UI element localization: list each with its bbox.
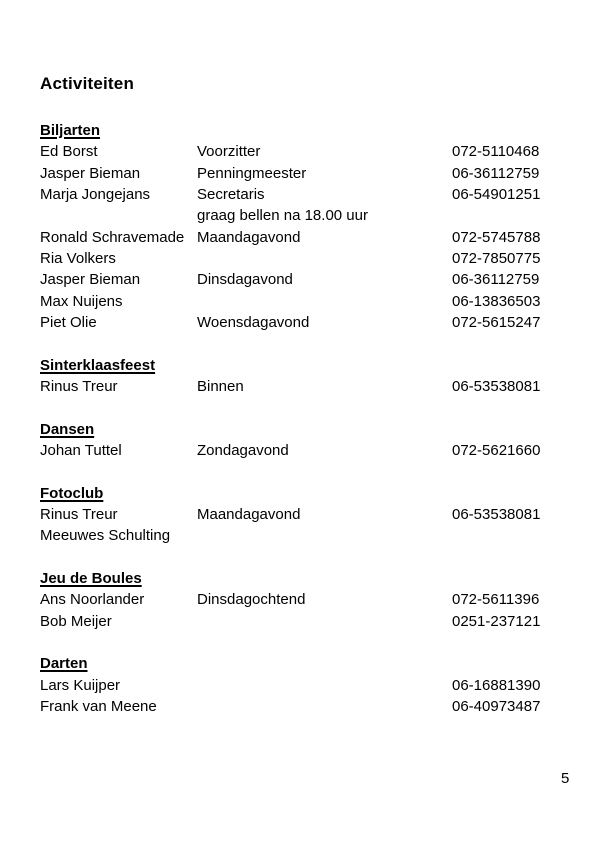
row-role: Dinsdagochtend xyxy=(197,591,306,609)
row-role: Maandagavond xyxy=(197,228,301,246)
row-phone: 06-53538081 xyxy=(452,377,541,395)
row-phone: 0251-237121 xyxy=(452,612,541,630)
page-title: Activiteiten xyxy=(40,74,135,93)
table-row xyxy=(40,696,571,717)
table-row xyxy=(40,163,571,184)
row-name: Jasper Bieman xyxy=(40,271,141,289)
section-heading: Sinterklaasfeest xyxy=(40,356,156,374)
row-phone: 072-7850775 xyxy=(452,249,541,267)
row-phone: 06-16881390 xyxy=(452,676,541,694)
activity-section xyxy=(40,120,571,333)
table-row xyxy=(40,248,571,269)
section-heading: Fotoclub xyxy=(40,484,104,502)
row-name: Piet Olie xyxy=(40,313,97,331)
table-row xyxy=(40,675,571,696)
table-row xyxy=(40,611,571,632)
row-role: Dinsdagavond xyxy=(197,271,293,289)
row-phone: 072-5611396 xyxy=(452,591,540,609)
row-name: Jasper Bieman xyxy=(40,164,141,182)
row-name: Rinus Treur xyxy=(40,377,118,395)
row-role: graag bellen na 18.00 uur xyxy=(197,207,368,225)
row-role xyxy=(197,291,452,312)
table-row xyxy=(40,504,571,525)
row-name: Bob Meijer xyxy=(40,612,112,630)
table-row xyxy=(40,205,571,226)
activity-section xyxy=(40,568,571,632)
row-name: Johan Tuttel xyxy=(40,441,122,459)
row-phone xyxy=(452,205,571,226)
table-row xyxy=(40,184,571,205)
row-name: Rinus Treur xyxy=(40,505,118,523)
section-rows xyxy=(40,141,571,333)
section-rows xyxy=(40,589,571,632)
section-heading: Darten xyxy=(40,655,88,673)
activity-section xyxy=(40,483,571,547)
row-role xyxy=(197,696,452,717)
row-name: Frank van Meene xyxy=(40,697,157,715)
row-phone: 06-54901251 xyxy=(452,185,541,203)
row-name: Ronald Schravemade xyxy=(40,228,185,246)
table-row xyxy=(40,440,571,461)
table-row xyxy=(40,291,571,312)
row-name xyxy=(40,205,197,226)
section-heading: Dansen xyxy=(40,420,95,438)
row-name: Marja Jongejans xyxy=(40,185,151,203)
table-row xyxy=(40,269,571,290)
section-heading: Jeu de Boules xyxy=(40,569,142,587)
row-phone: 06-36112759 xyxy=(452,164,540,182)
document-body xyxy=(40,73,571,739)
row-role: Secretaris xyxy=(197,185,265,203)
activity-section xyxy=(40,355,571,398)
activity-section xyxy=(40,653,571,717)
table-row xyxy=(40,589,571,610)
section-rows xyxy=(40,376,571,397)
section-heading: Biljarten xyxy=(40,122,101,139)
activity-section xyxy=(40,419,571,462)
row-role xyxy=(197,611,452,632)
row-phone: 072-5615247 xyxy=(452,313,541,331)
row-name: Ans Noorlander xyxy=(40,591,145,609)
row-role xyxy=(197,675,452,696)
row-phone: 072-5621660 xyxy=(452,441,541,459)
row-name: Max Nuijens xyxy=(40,292,123,310)
section-rows xyxy=(40,504,571,547)
table-row xyxy=(40,312,571,333)
table-row xyxy=(40,141,571,162)
row-role: Voorzitter xyxy=(197,143,261,161)
page-number: 5 xyxy=(561,770,570,787)
row-role: Zondagavond xyxy=(197,441,289,459)
row-role: Binnen xyxy=(197,377,244,395)
row-phone: 06-53538081 xyxy=(452,505,541,523)
row-role xyxy=(197,248,452,269)
row-role: Penningmeester xyxy=(197,164,307,182)
row-role: Woensdagavond xyxy=(197,313,310,331)
row-role xyxy=(197,525,452,546)
row-phone: 072-5110468 xyxy=(452,143,540,161)
row-phone: 06-40973487 xyxy=(452,697,541,715)
table-row xyxy=(40,227,571,248)
row-name: Meeuwes Schulting xyxy=(40,527,171,545)
sections-container xyxy=(40,120,571,717)
row-phone: 06-36112759 xyxy=(452,271,540,289)
row-phone: 072-5745788 xyxy=(452,228,541,246)
row-name: Ed Borst xyxy=(40,143,98,161)
section-rows xyxy=(40,440,571,461)
table-row xyxy=(40,376,571,397)
section-rows xyxy=(40,675,571,718)
table-row xyxy=(40,525,571,546)
row-role: Maandagavond xyxy=(197,505,301,523)
row-phone: 06-13836503 xyxy=(452,292,541,310)
row-name: Ria Volkers xyxy=(40,249,116,267)
row-name: Lars Kuijper xyxy=(40,676,121,694)
row-phone xyxy=(452,525,571,546)
